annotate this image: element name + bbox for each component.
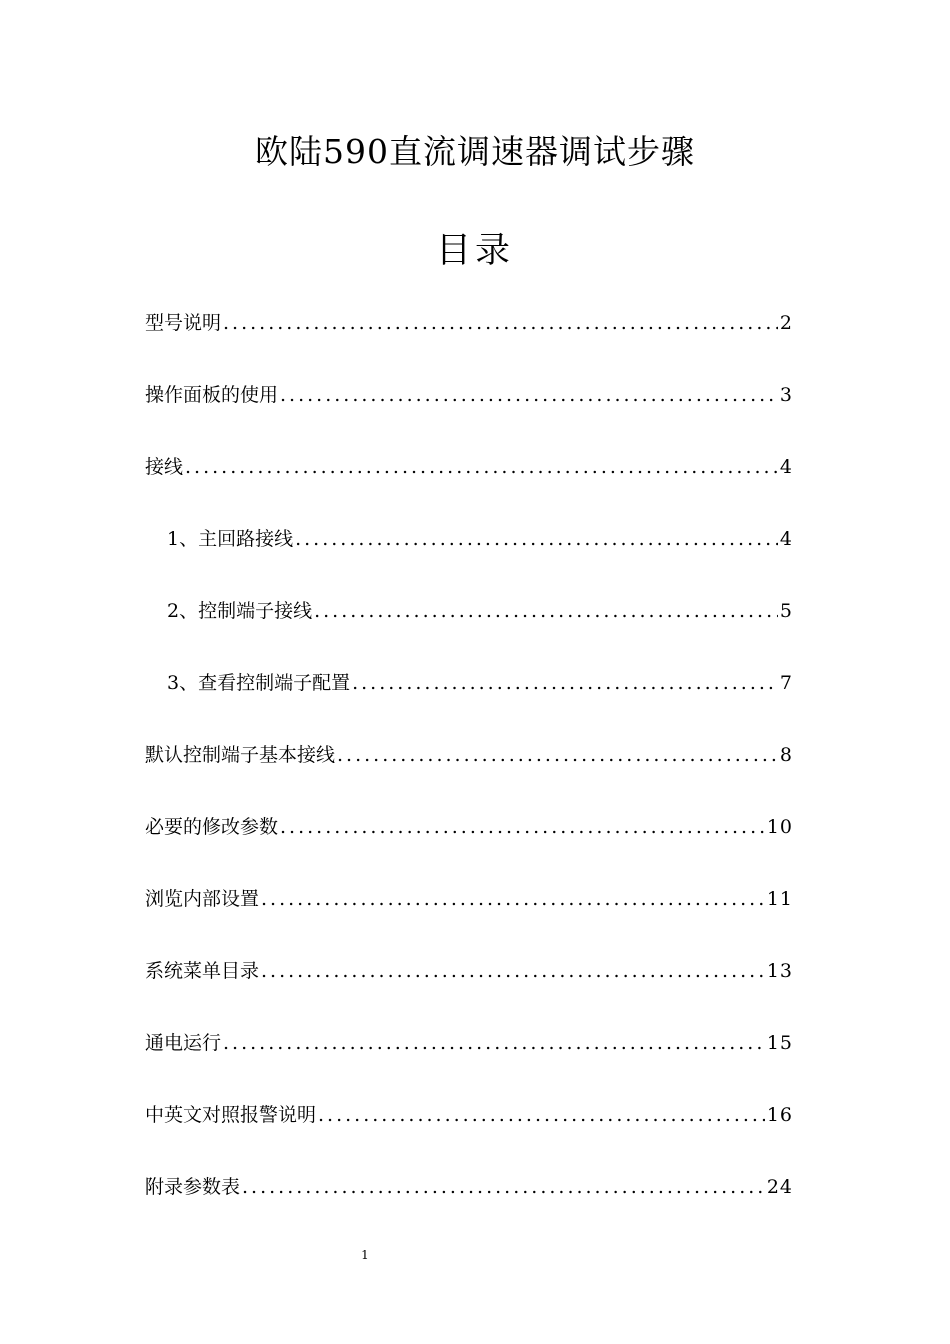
toc-entry-page: 13 xyxy=(766,960,793,982)
toc-entry-page: 3 xyxy=(779,384,793,406)
toc-heading: 目录 xyxy=(435,231,514,271)
table-of-contents xyxy=(145,308,793,1244)
toc-leader-dots xyxy=(280,380,778,410)
toc-entry-page: 16 xyxy=(766,1104,793,1126)
toc-subentry[interactable] xyxy=(145,668,793,740)
toc-entry-text: 浏览内部设置 xyxy=(145,888,260,910)
toc-entry[interactable] xyxy=(145,1100,793,1172)
toc-leader-dots xyxy=(223,1028,765,1058)
toc-entry-text: 默认控制端子基本接线 xyxy=(145,744,336,766)
toc-entry[interactable] xyxy=(145,452,793,524)
toc-entry-page: 5 xyxy=(779,600,793,622)
toc-leader-dots xyxy=(223,308,778,338)
toc-entry-text: 系统菜单目录 xyxy=(145,960,260,982)
toc-entry-page: 15 xyxy=(766,1032,793,1054)
toc-entry-text: 通电运行 xyxy=(145,1032,222,1054)
toc-entry[interactable] xyxy=(145,740,793,812)
toc-entry-text: 必要的修改参数 xyxy=(145,816,279,838)
page-number: 1 xyxy=(361,1248,369,1262)
toc-entry[interactable] xyxy=(145,884,793,956)
toc-leader-dots xyxy=(280,812,765,842)
toc-entry[interactable] xyxy=(145,380,793,452)
toc-entry-text: 3、查看控制端子配置 xyxy=(167,672,351,694)
toc-entry[interactable] xyxy=(145,308,793,380)
toc-entry-page: 10 xyxy=(766,816,793,838)
document-title: 欧陆590直流调速器调试步骤 xyxy=(255,132,695,171)
toc-leader-dots xyxy=(295,524,778,554)
toc-entry-text: 操作面板的使用 xyxy=(145,384,279,406)
toc-entry-page: 11 xyxy=(766,888,793,910)
toc-subentry[interactable] xyxy=(145,596,793,668)
toc-entry-page: 4 xyxy=(779,456,793,478)
toc-entry-page: 7 xyxy=(779,672,793,694)
toc-entry-page: 24 xyxy=(766,1176,793,1198)
toc-leader-dots xyxy=(314,596,778,626)
toc-leader-dots xyxy=(185,452,778,482)
toc-leader-dots xyxy=(318,1100,765,1130)
toc-entry-text: 附录参数表 xyxy=(145,1176,241,1198)
toc-entry-text: 接线 xyxy=(145,456,184,478)
toc-entry[interactable] xyxy=(145,1028,793,1100)
toc-entry-page: 8 xyxy=(779,744,793,766)
toc-entry-text: 1、主回路接线 xyxy=(167,528,294,550)
toc-entry-page: 2 xyxy=(779,312,793,334)
toc-subentry[interactable] xyxy=(145,524,793,596)
toc-entry-text: 型号说明 xyxy=(145,312,222,334)
toc-leader-dots xyxy=(242,1172,765,1202)
toc-entry[interactable] xyxy=(145,1172,793,1244)
toc-leader-dots xyxy=(261,956,765,986)
toc-entry[interactable] xyxy=(145,956,793,1028)
toc-entry-text: 2、控制端子接线 xyxy=(167,600,313,622)
toc-entry-text: 中英文对照报警说明 xyxy=(145,1104,317,1126)
toc-leader-dots xyxy=(261,884,765,914)
toc-leader-dots xyxy=(352,668,778,698)
toc-entry[interactable] xyxy=(145,812,793,884)
toc-entry-page: 4 xyxy=(779,528,793,550)
toc-leader-dots xyxy=(337,740,778,770)
